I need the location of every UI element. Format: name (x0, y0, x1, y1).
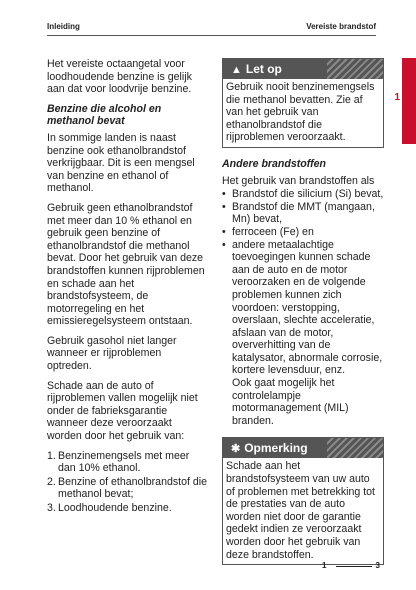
section-heading-alcohol: Benzine die alcohol en methanol bevat (47, 102, 162, 128)
right-column (222, 58, 384, 575)
list-item: • Brandstof die silicium (Si) bevat, (222, 188, 384, 201)
footer-chapter: 1 (322, 561, 327, 570)
footer-rule (336, 566, 372, 567)
paragraph-3: Gebruik gasohol niet langer wanneer er rijproblemen optreden. (47, 334, 177, 373)
list-item: • Brandstof die MMT (mangaan, Mn) bevat, (222, 200, 375, 226)
paragraph-4: Schade aan de auto of rijproblemen vallen mogelijk niet onder de fabrieksgarantie wanneer deze veroorzaakt worden door het gebruik van: (47, 379, 198, 443)
chapter-tab-number: 1 (394, 92, 400, 103)
asterisk-icon: ✱ (231, 443, 241, 456)
left-column (47, 58, 207, 516)
paragraph-2: Gebruik geen ethanolbrandstof met meer dan 10 % ethanol en gebruik geen benzine of ethanolbrandstof die methanol bevat. Door het gebruik van deze brandstoffen kunnen rijproblemen en schade aan het brandstofsysteem, de motorregeling en het emissieregelsysteem ontstaan. (47, 201, 205, 328)
remark-body: Schade aan het brandstofsysteem van uw auto of problemen met betrekking tot de prestaties van de auto worden niet door de garantie gedekt indien ze veroorzaakt worden door het gebruik van deze brandstoffen. (226, 460, 375, 561)
hatch-decoration (327, 59, 383, 79)
list-item: • andere metaalachtige toevoegingen kunnen schade aan de auto en de motor veroorzaken en de volgende problemen kunnen zich voordoen: verstopping, overslaan, slechte acceleratie, afslaan van de motor, oververhitting van de katalysator, abnormale corrosie, kortere levensduur, enz. (222, 238, 383, 377)
section-heading-other-fuels: Andere brandstoffen (222, 157, 326, 170)
header-left: Inleiding (47, 22, 80, 31)
header-rule (47, 35, 376, 36)
warning-box (222, 58, 384, 148)
remark-title: Opmerking (244, 441, 308, 456)
bullet-continuation: Ook gaat mogelijk het controlelampje motormanagement (MIL) branden. (232, 377, 349, 427)
paragraph-1: In sommige landen is naast benzine ook ethanolbrandstof verkrijgbaar. Dit is een mengsel van benzine en ethanol of methanol. (47, 131, 195, 195)
remark-header (223, 438, 383, 458)
numbered-list (47, 450, 207, 515)
list-item: 2. Benzine of ethanolbrandstof die methanol bevat; (47, 475, 208, 501)
bullet-list (222, 188, 384, 377)
warning-header (223, 59, 383, 79)
list-item: 1. Benzinemengsels met meer dan 10% ethanol. (47, 449, 190, 475)
footer-page-number: 3 (375, 561, 380, 570)
chapter-tab (402, 58, 416, 144)
list-item: 3. Loodhoudende benzine. (47, 502, 172, 514)
header-right: Vereiste brandstof (306, 22, 376, 31)
warning-body: Gebruik nooit benzinemengsels die methanol bevatten. Zie af van het gebruik van ethanolbrandstof die rijproblemen veroorzaakt. (226, 81, 375, 144)
remark-box (222, 437, 384, 565)
other-fuels-intro: Het gebruik van brandstoffen als (222, 174, 375, 187)
list-item: • ferroceen (Fe) en (222, 225, 314, 238)
warning-triangle-icon: ▲ (231, 64, 242, 76)
intro-paragraph: Het vereiste octaangetal voor loodhoudende benzine is gelijk aan dat voor loodvrije benzine. (47, 58, 192, 96)
warning-title: Let op (245, 62, 282, 76)
hatch-decoration (327, 438, 383, 458)
